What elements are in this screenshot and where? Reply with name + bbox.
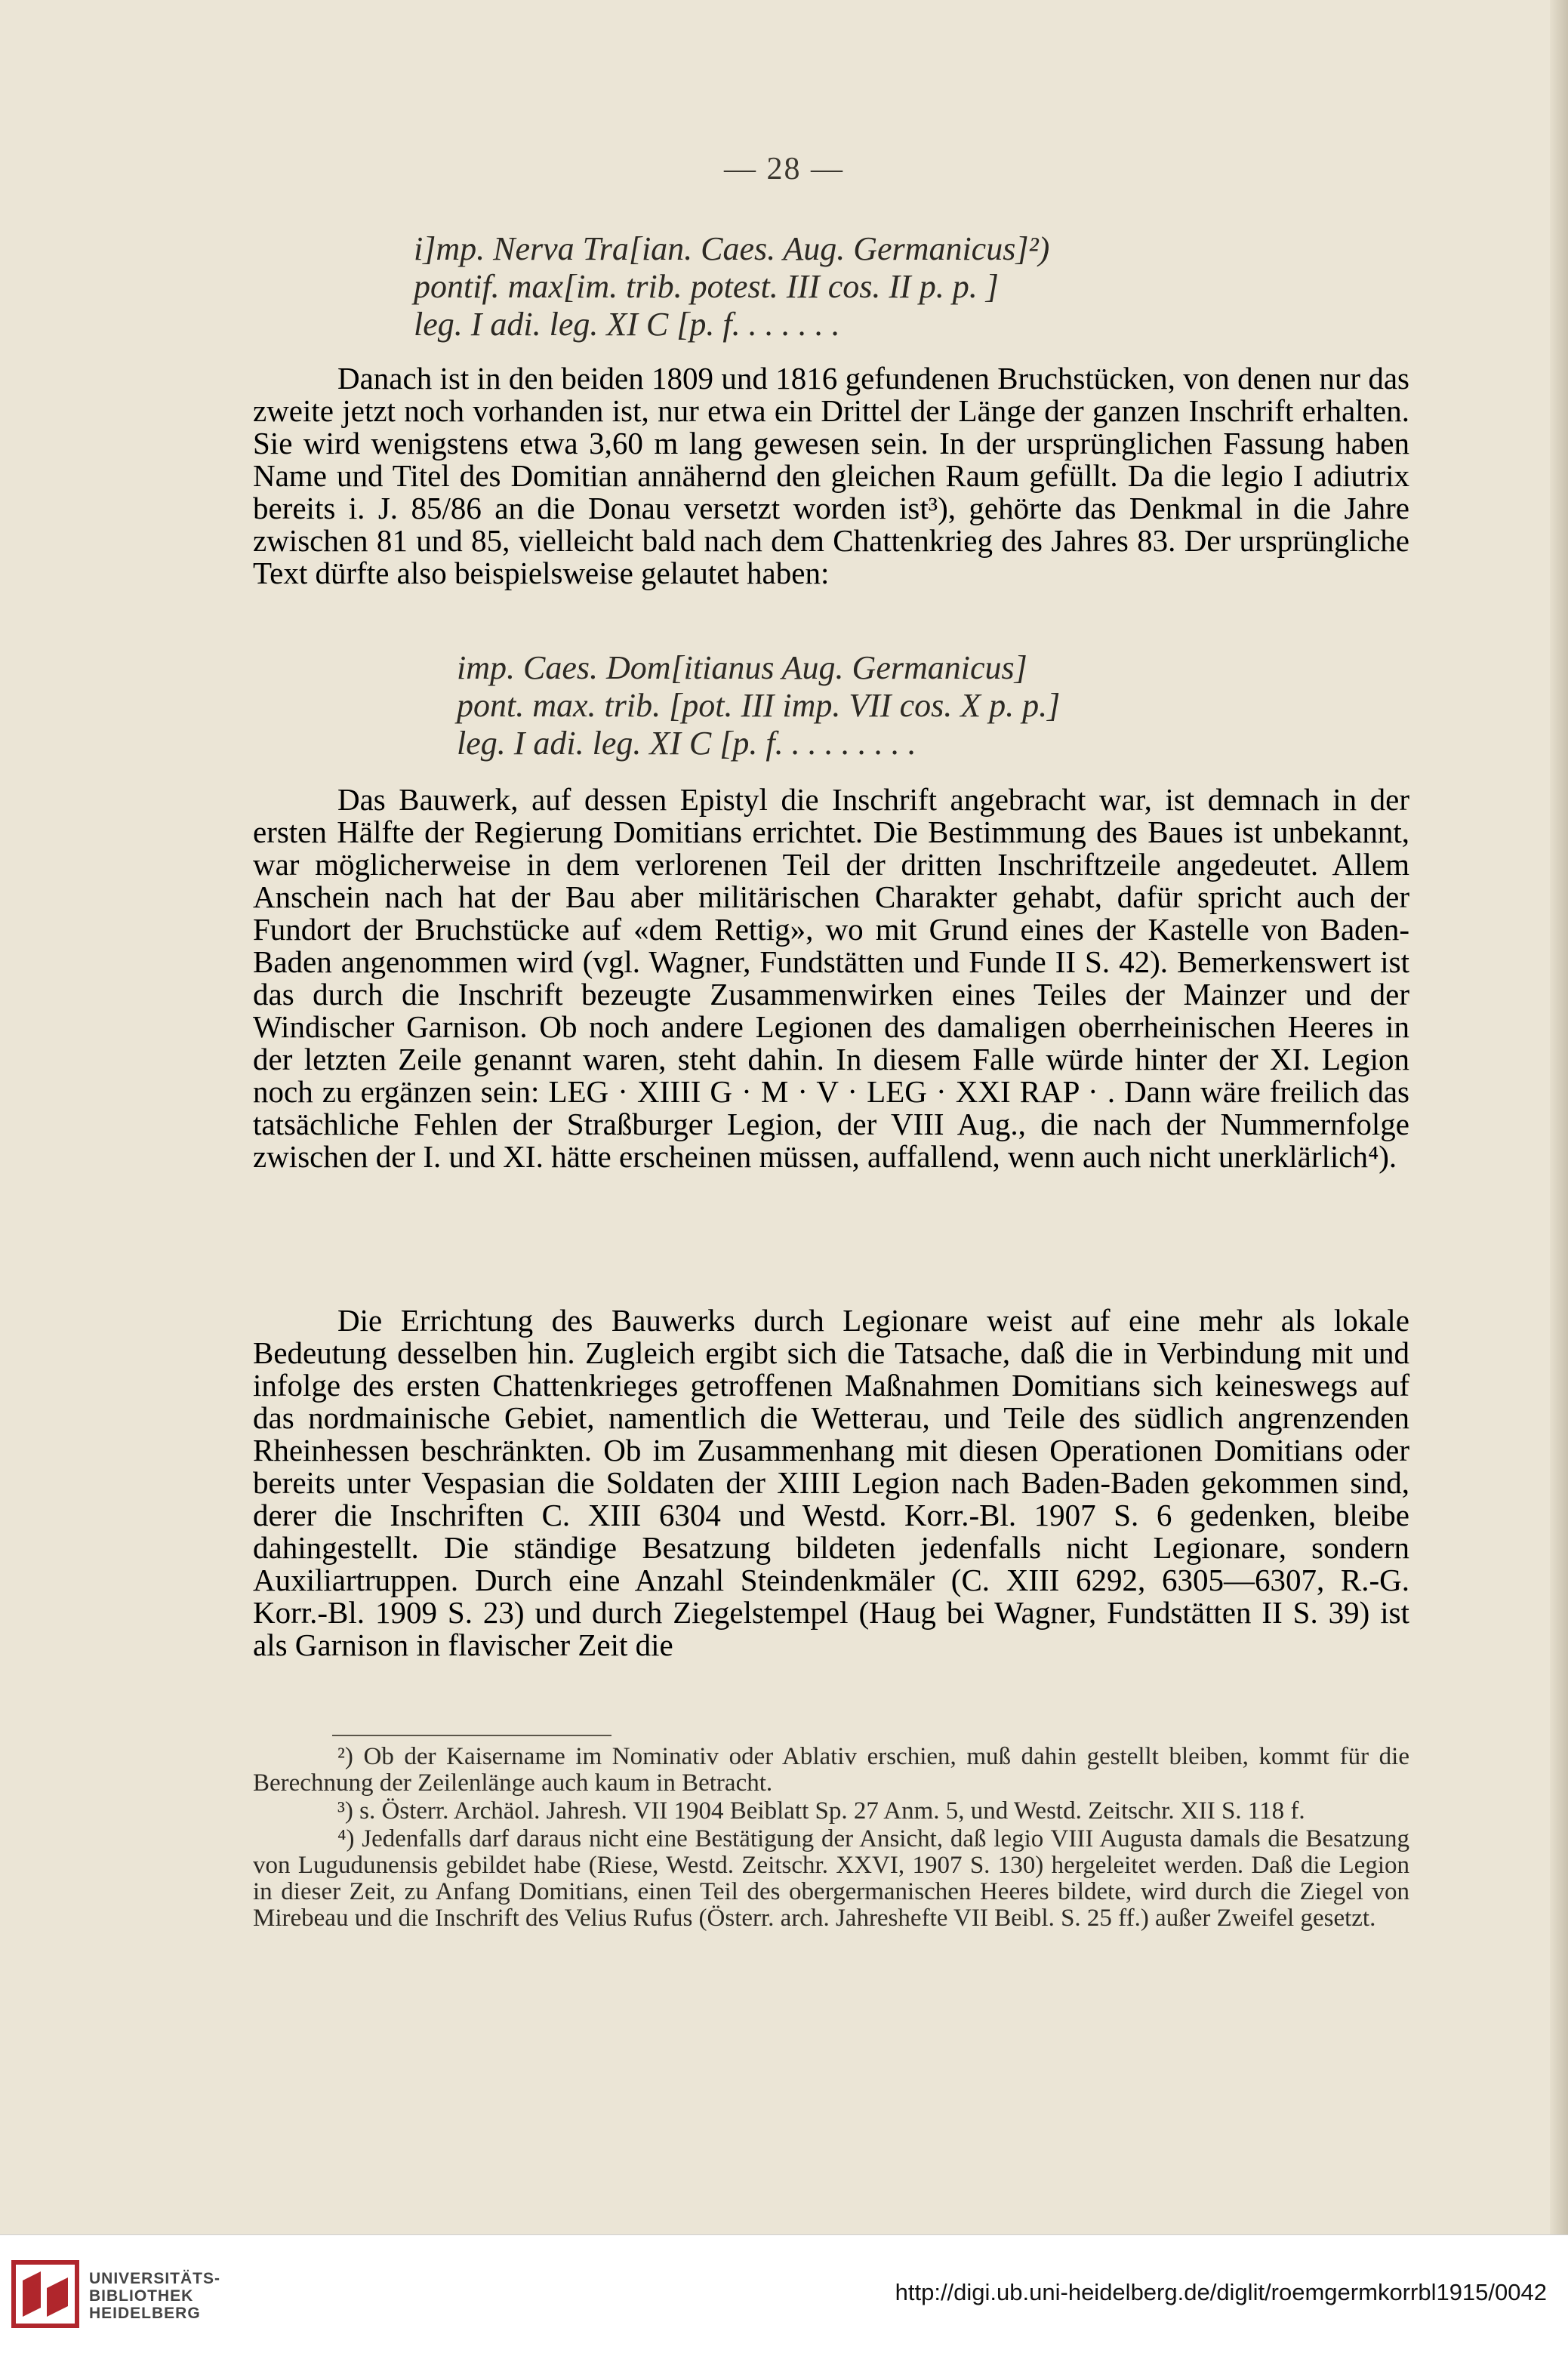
body-paragraph: Die Errichtung des Bauwerks durch Legionare weist auf eine mehr als lokale Bedeutung desselben hin. Zugleich ergibt sich die Tatsache, daß die in Verbindung mit und infolge des ersten Chattenkrieges getroffenen Maßnahmen Domitians sich keineswegs auf das nordmainische Gebiet, namentlich die Wetterau, und Teile des südlich angrenzenden Rheinhessen beschränkten. Ob im Zusammenhang mit diesen Operationen Domitians oder bereits unter Vespasian die Soldaten der XIIII Legion nach Baden-Baden gekommen sind, derer die Inschriften C. XIII 6304 und Westd. Korr.-Bl. 1907 S. 6 gedenken, bleibe dahingestellt. Die ständige Besatzung bildeten jedenfalls nicht Legionare, sondern Auxiliartruppen. Durch eine Anzahl Steindenkmäler (C. XIII 6292, 6305—6307, R.-G. Korr.-Bl. 1909 S. 23) und durch Ziegelstempel (Haug bei Wagner, Fundstätten II S. 39) ist als Garnison in flavischer Zeit die (253, 1303, 1409, 1662)
viewer-footer (0, 2234, 1568, 2359)
footnote: ³) s. Österr. Archäol. Jahresh. VII 1904 Beiblatt Sp. 27 Anm. 5, und Westd. Zeitschr. XII S. 118 f. (337, 1797, 1305, 1825)
page-edge-shadow (1550, 0, 1568, 2234)
ub-heidelberg-logo-icon[interactable] (9, 2258, 82, 2330)
library-name (89, 2270, 220, 2322)
library-name-line: UNIVERSITÄTS- (89, 2270, 221, 2287)
body-paragraph: Das Bauwerk, auf dessen Epistyl die Inschrift angebracht war, ist demnach in der ersten Hälfte der Regierung Domitians errichtet. Die Bestimmung des Baues ist unbekannt, war möglicherweise in dem verlorenen Teil der dritten Inschriftzeile angedeutet. Allem Anschein nach hat der Bau aber militärischen Charakter gehabt, dafür spricht auch der Fundort der Bruchstücke auf «dem Rettig», wo mit Grund eines der Kastelle von Baden-Baden angenommen wird (vgl. Wagner, Fundstätten und Funde II S. 42). Bemerkenswert ist das durch die Inschrift bezeugte Zusammenwirken eines Teiles der Mainzer und der Windischer Garnison. Ob noch andere Legionen des damaligen oberrheinischen Heeres in der letzten Zeile genannt waren, steht dahin. In diesem Falle würde hinter der XI. Legion noch zu ergänzen sein: LEG · XIIII G · M · V · LEG · XXI RAP · . Dann wäre freilich das tatsächliche Fehlen der Straßburger Legion, der VIII Aug., die nach der Nummernfolge zwischen der I. und XI. hätte erscheinen müssen, auffallend, wenn auch nicht unerklärlich⁴). (253, 782, 1409, 1174)
footnote: ⁴) Jedenfalls darf daraus nicht eine Bestätigung der Ansicht, daß legio VIII Augusta damals die Besatzung von Lugudunensis gebildet habe (Riese, Westd. Zeitschr. XXVI, 1907 S. 130) hergeleitet werden. Daß die Legion in dieser Zeit, zu Anfang Domitians, einen Teil des obergermanischen Heeres bildete, wird durch die Ziegel von Mirebeau und die Inschrift des Velius Rufus (Österr. arch. Jahreshefte VII Beibl. S. 25 ff.) außer Zweifel gesetzt. (253, 1825, 1409, 1932)
body-paragraph: Danach ist in den beiden 1809 und 1816 gefundenen Bruchstücken, von denen nur das zweite jetzt noch vorhanden ist, nur etwa ein Drittel der Länge der ganzen Inschrift erhalten. Sie wird wenigstens etwa 3,60 m lang gewesen sein. In der ursprünglichen Fassung haben Name und Titel des Domitian annähernd den gleichen Raum gefüllt. Da die legio I adiutrix bereits i. J. 85/86 an die Donau versetzt worden ist³), gehörte das Denkmal in die Jahre zwischen 81 und 85, vielleicht bald nach dem Chattenkrieg des Jahres 83. Der ursprüngliche Text dürfte also beispielsweise gelautet haben: (253, 361, 1409, 590)
inscription-line: leg. I adi. leg. XI C [p. f. . . . . . . (414, 306, 840, 343)
inscription-line: i]mp. Nerva Tra[ian. Caes. Aug. Germanicus]²) (414, 230, 1050, 267)
footnote-separator (332, 1735, 611, 1736)
footnotes (253, 1744, 1409, 1933)
page-number: — 28 — (724, 152, 844, 186)
source-url-link[interactable]: http://digi.ub.uni-heidelberg.de/diglit/roemgermkorrbl1915/0042 (895, 2279, 1547, 2305)
inscription-line: imp. Caes. Dom[itianus Aug. Germanicus] (457, 649, 1027, 686)
library-name-line: HEIDELBERG (89, 2305, 201, 2322)
footnote: ²) Ob der Kaisername im Nominativ oder Ablativ erschien, muß dahin gestellt bleiben, kommt für die Berechnung der Zeilenlänge auch kaum in Betracht. (253, 1743, 1409, 1797)
inscription-reconstruction-2 (457, 649, 1060, 762)
inscription-line: pont. max. trib. [pot. III imp. VII cos. X p. p.] (457, 687, 1061, 724)
inscription-line: pontif. max[im. trib. potest. III cos. II p. p. ] (414, 268, 999, 305)
inscription-reconstruction-1 (414, 230, 1049, 343)
library-name-line: BIBLIOTHEK (89, 2287, 194, 2305)
inscription-line: leg. I adi. leg. XI C [p. f. . . . . . . . . (457, 725, 916, 762)
